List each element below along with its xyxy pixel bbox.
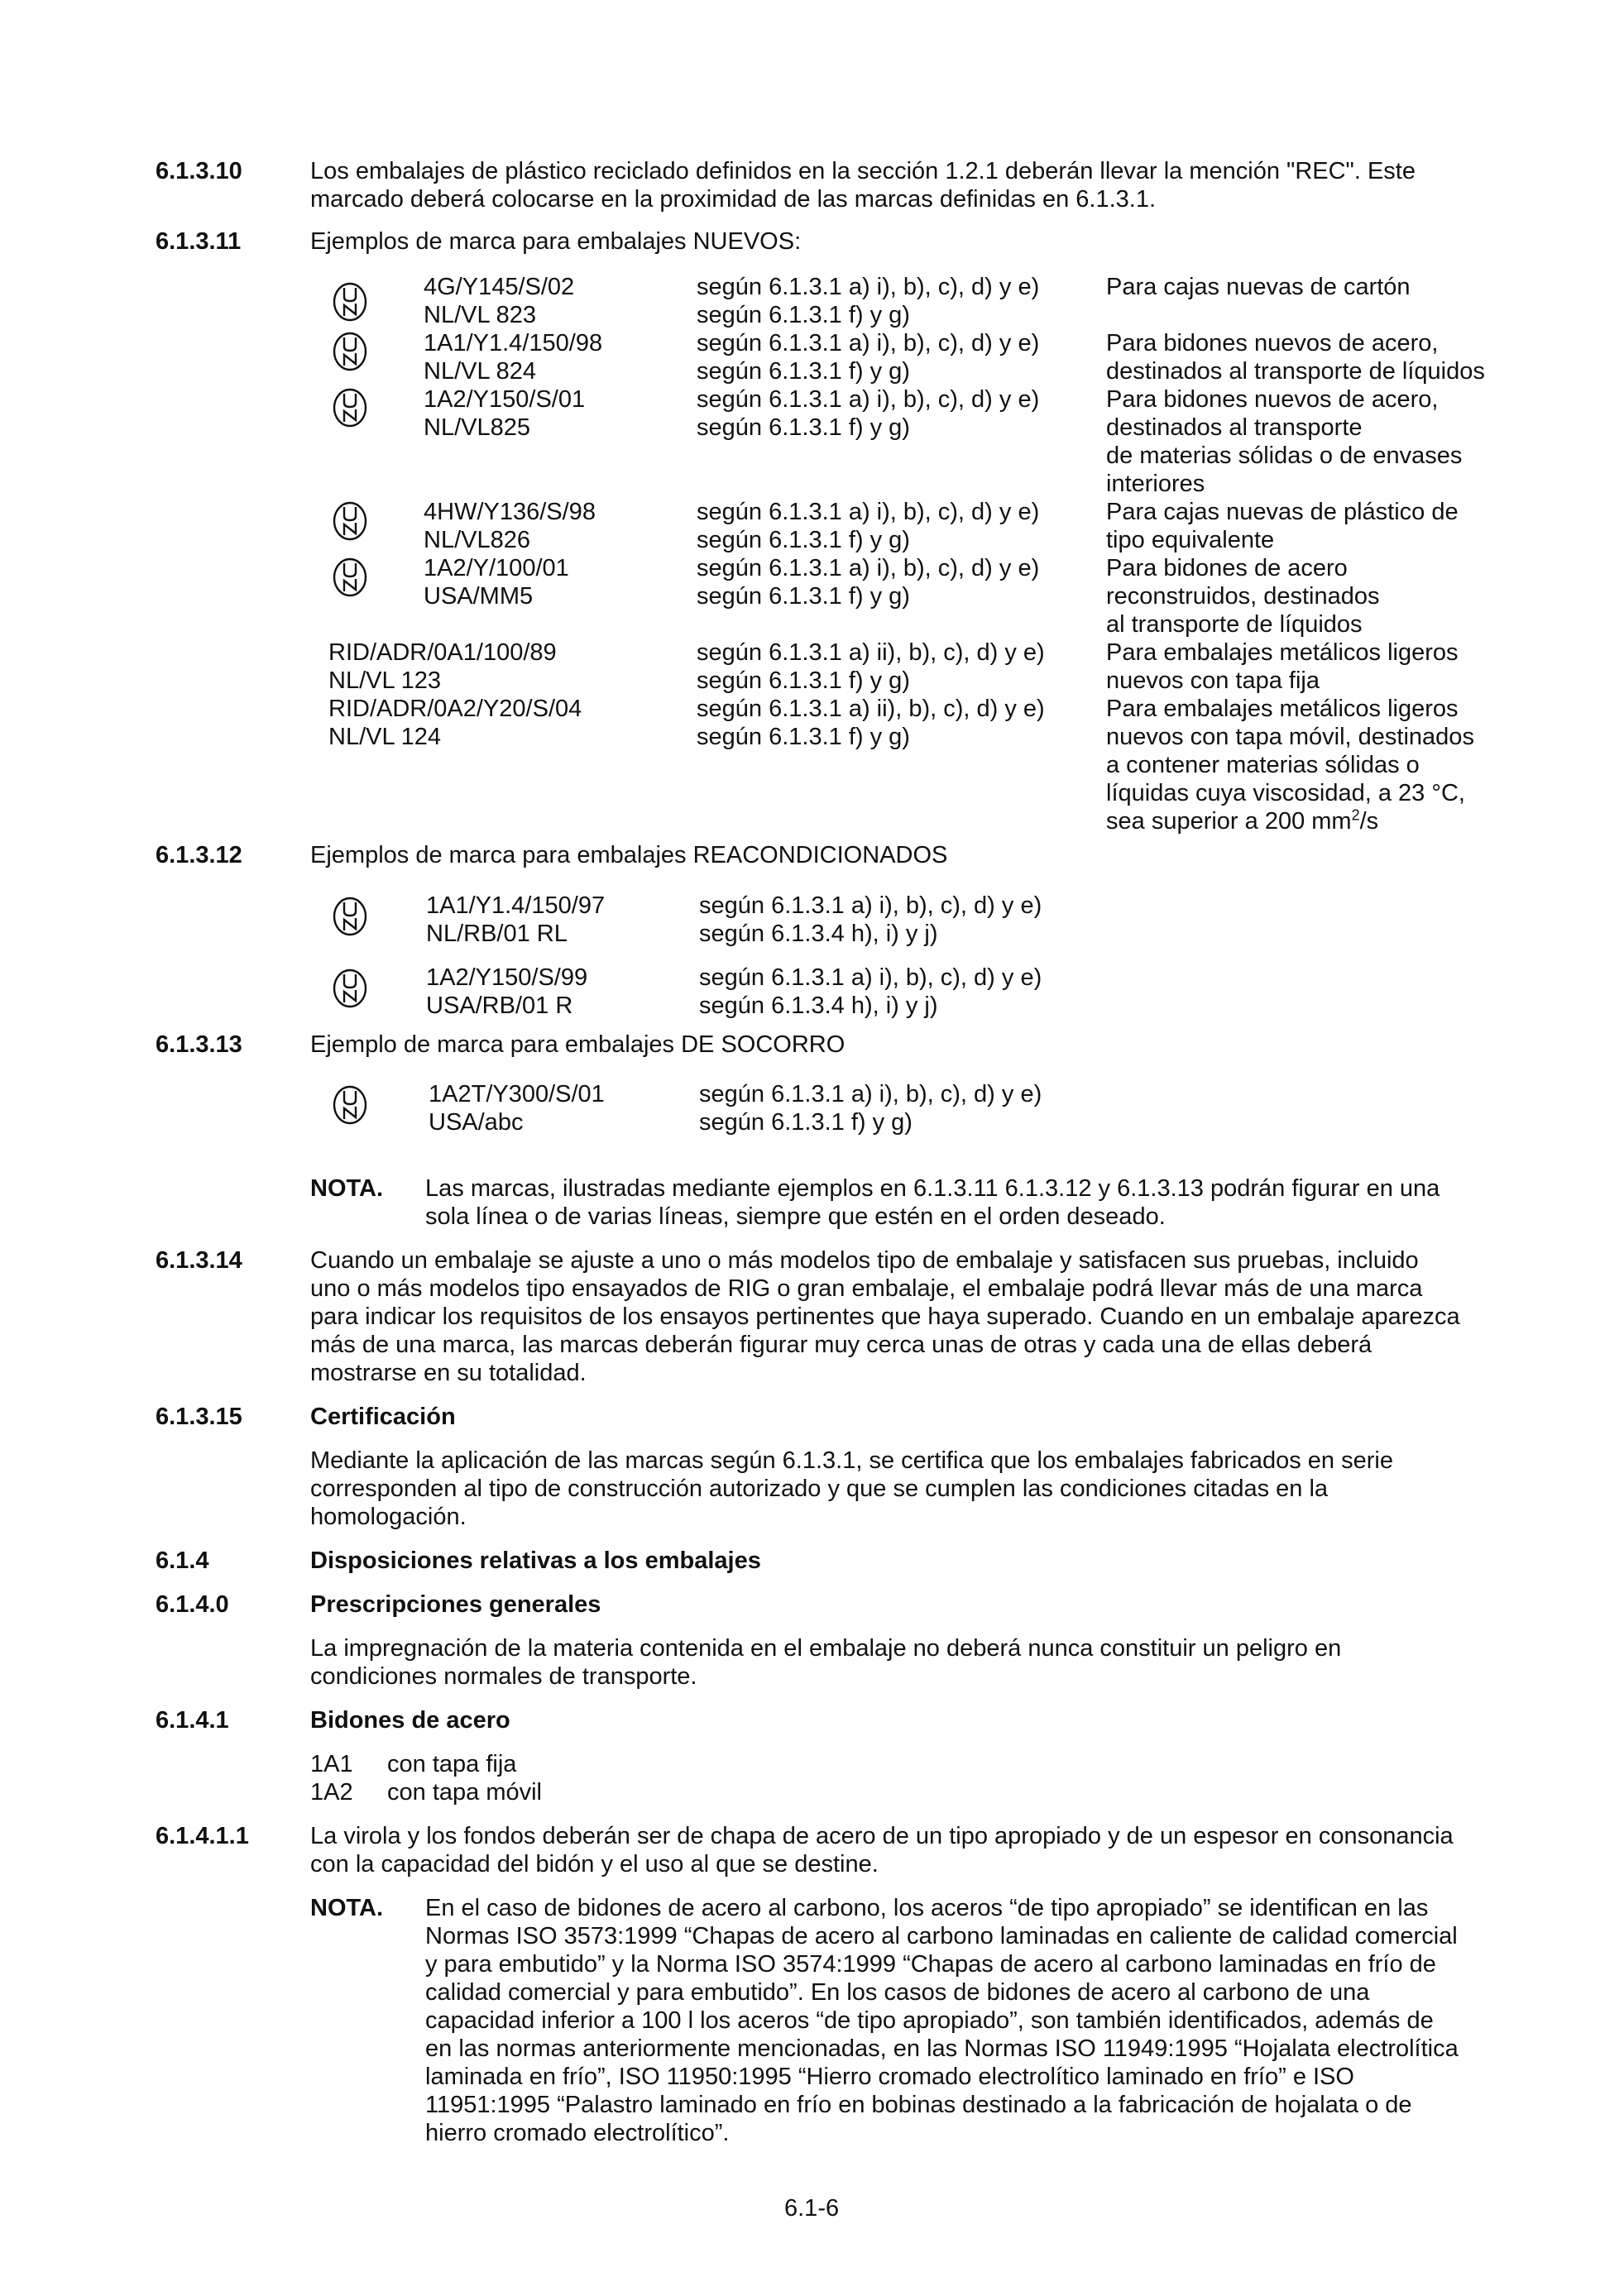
- mark-description: Para bidones nuevos de acero,: [1106, 386, 1439, 413]
- section-title: Ejemplo de marca para embalajes DE SOCORRO: [310, 1031, 846, 1058]
- page-number: 6.1-6: [784, 2195, 840, 2222]
- mark-code: NL/RB/01 RL: [426, 921, 568, 947]
- un-packaging-symbol-icon: [332, 281, 368, 323]
- section-title: Certificación: [310, 1404, 456, 1430]
- section-number: 6.1.3.11: [156, 228, 242, 255]
- note-label: NOTA.: [310, 1895, 384, 1921]
- mark-description: al transporte de líquidos: [1106, 611, 1363, 638]
- note-line: calidad comercial y para embutido”. En los casos de bidones de acero al carbono de una: [425, 1979, 1370, 2006]
- mark-code: 1A2/Y/100/01: [424, 555, 569, 581]
- un-packaging-symbol-icon: [332, 968, 368, 1009]
- mark-reference: según 6.1.3.1 a) i), b), c), d) y e): [699, 892, 1042, 919]
- mark-reference: según 6.1.3.1 f) y g): [697, 302, 910, 328]
- mark-code: NL/VL 824: [424, 358, 536, 385]
- mark-code: 1A2/Y150/S/01: [424, 386, 586, 413]
- mark-code: NL/VL 123: [328, 667, 441, 694]
- un-packaging-symbol-icon: [332, 387, 368, 428]
- section-title: Ejemplos de marca para embalajes NUEVOS:: [310, 228, 802, 255]
- type-code: 1A2: [310, 1779, 353, 1806]
- mark-description-unit: /s: [1359, 808, 1379, 835]
- note-line: hierro cromado electrolítico”.: [425, 2120, 730, 2146]
- paragraph-line: mostrarse en su totalidad.: [310, 1360, 587, 1386]
- un-packaging-symbol-icon: [332, 896, 368, 937]
- superscript: 2: [1351, 806, 1360, 824]
- mark-code: 4G/Y145/S/02: [424, 274, 575, 300]
- mark-code: NL/VL 823: [424, 302, 536, 328]
- mark-code: NL/VL826: [424, 527, 530, 553]
- mark-reference: según 6.1.3.1 a) ii), b), c), d) y e): [697, 639, 1045, 666]
- paragraph-line: con la capacidad del bidón y el uso al que se destine.: [310, 1851, 879, 1877]
- mark-description: Para cajas nuevas de cartón: [1106, 274, 1411, 300]
- mark-code: NL/VL825: [424, 414, 530, 441]
- note-line: sola línea o de varias líneas, siempre que estén en el orden deseado.: [425, 1203, 1166, 1230]
- mark-description: Para embalajes metálicos ligeros: [1106, 639, 1459, 666]
- section-number: 6.1.4: [156, 1547, 209, 1574]
- mark-code: RID/ADR/0A1/100/89: [328, 639, 557, 666]
- section-number: 6.1.3.13: [156, 1031, 242, 1058]
- paragraph-line: Los embalajes de plástico reciclado definidos en la sección 1.2.1 deberán llevar la mención "REC". Este: [310, 158, 1416, 184]
- note-line: Las marcas, ilustradas mediante ejemplos en 6.1.3.11 6.1.3.12 y 6.1.3.13 podrán figurar en una: [425, 1175, 1440, 1202]
- section-number: 6.1.3.14: [156, 1247, 242, 1274]
- paragraph-line: para indicar los requisitos de los ensayos pertinentes que haya superado. Cuando en un embalaje aparezca: [310, 1303, 1460, 1330]
- paragraph-line: marcado deberá colocarse en la proximidad de las marcas definidas en 6.1.3.1.: [310, 186, 1157, 213]
- section-number: 6.1.4.1: [156, 1707, 229, 1734]
- mark-code: USA/MM5: [424, 583, 534, 610]
- mark-description: tipo equivalente: [1106, 527, 1275, 553]
- mark-reference: según 6.1.3.1 a) i), b), c), d) y e): [697, 274, 1040, 300]
- paragraph-line: Cuando un embalaje se ajuste a uno o más modelos tipo de embalaje y satisfacen sus pruebas, incluido: [310, 1247, 1419, 1274]
- mark-reference: según 6.1.3.1 f) y g): [697, 583, 910, 610]
- mark-reference: según 6.1.3.1 f) y g): [697, 667, 910, 694]
- type-description: con tapa móvil: [387, 1779, 542, 1806]
- note-line: 11951:1995 “Palastro laminado en frío en bobinas destinado a la fabricación de hojalata o de: [425, 2092, 1412, 2118]
- mark-description-text: sea superior a 200 mm: [1106, 808, 1352, 835]
- mark-description: interiores: [1106, 471, 1205, 497]
- mark-code: USA/RB/01 R: [426, 993, 573, 1019]
- mark-reference: según 6.1.3.1 a) i), b), c), d) y e): [697, 330, 1040, 356]
- section-number: 6.1.3.12: [156, 842, 242, 868]
- mark-reference: según 6.1.3.1 a) i), b), c), d) y e): [697, 386, 1040, 413]
- mark-description: Para bidones nuevos de acero,: [1106, 330, 1439, 356]
- section-number: 6.1.3.10: [156, 158, 242, 184]
- paragraph-line: La impregnación de la materia contenida en el embalaje no deberá nunca constituir un peligro en: [310, 1635, 1342, 1662]
- mark-reference: según 6.1.3.1 f) y g): [699, 1109, 913, 1136]
- mark-code: 1A1/Y1.4/150/98: [424, 330, 603, 356]
- mark-reference: según 6.1.3.1 a) i), b), c), d) y e): [699, 1081, 1042, 1107]
- un-packaging-symbol-icon: [332, 500, 368, 542]
- mark-code: NL/VL 124: [328, 724, 441, 750]
- mark-reference: según 6.1.3.1 f) y g): [697, 414, 910, 441]
- mark-description: nuevos con tapa fija: [1106, 667, 1320, 694]
- section-number: 6.1.4.0: [156, 1591, 229, 1618]
- section-number: 6.1.4.1.1: [156, 1823, 249, 1849]
- mark-description: Para cajas nuevas de plástico de: [1106, 499, 1459, 525]
- section-title: Disposiciones relativas a los embalajes: [310, 1547, 761, 1574]
- mark-description: nuevos con tapa móvil, destinados: [1106, 724, 1474, 750]
- mark-description: de materias sólidas o de envases: [1106, 442, 1463, 469]
- mark-description: reconstruidos, destinados: [1106, 583, 1380, 610]
- mark-reference: según 6.1.3.1 f) y g): [697, 358, 910, 385]
- paragraph-line: condiciones normales de transporte.: [310, 1663, 697, 1690]
- mark-reference: según 6.1.3.1 f) y g): [697, 527, 910, 553]
- mark-reference: según 6.1.3.1 a) i), b), c), d) y e): [697, 555, 1040, 581]
- mark-code: 1A1/Y1.4/150/97: [426, 892, 606, 919]
- type-code: 1A1: [310, 1751, 353, 1777]
- note-line: Normas ISO 3573:1999 “Chapas de acero al carbono laminadas en caliente de calidad comercial: [425, 1923, 1458, 1949]
- note-line: laminada en frío”, ISO 11950:1995 “Hierro cromado electrolítico laminado en frío” e ISO: [425, 2064, 1354, 2090]
- note-line: En el caso de bidones de acero al carbono, los aceros “de tipo apropiado” se identifican en las: [425, 1895, 1429, 1921]
- section-title: Ejemplos de marca para embalajes REACONDICIONADOS: [310, 842, 948, 868]
- mark-code: USA/abc: [429, 1109, 524, 1136]
- section-title: Prescripciones generales: [310, 1591, 601, 1618]
- paragraph-line: La virola y los fondos deberán ser de chapa de acero de un tipo apropiado y de un espesor en consonancia: [310, 1823, 1454, 1849]
- un-packaging-symbol-icon: [332, 557, 368, 598]
- mark-description: Para embalajes metálicos ligeros: [1106, 696, 1459, 722]
- paragraph-line: corresponden al tipo de construcción autorizado y que se cumplen las condiciones citadas en la: [310, 1476, 1329, 1502]
- note-line: y para embutido” y la Norma ISO 3574:1999 “Chapas de acero al carbono laminadas en frío de: [425, 1951, 1436, 1978]
- mark-description: a contener materias sólidas o: [1106, 752, 1420, 778]
- paragraph-line: homologación.: [310, 1504, 467, 1530]
- mark-code: RID/ADR/0A2/Y20/S/04: [328, 696, 582, 722]
- mark-reference: según 6.1.3.1 f) y g): [697, 724, 910, 750]
- mark-description: [1106, 807, 1378, 835]
- paragraph-line: uno o más modelos tipo ensayados de RIG o gran embalaje, el embalaje podrá llevar más de una marca: [310, 1275, 1423, 1302]
- paragraph-line: más de una marca, las marcas deberán figurar muy cerca unas de otras y cada una de ellas deberá: [310, 1332, 1372, 1358]
- mark-description: destinados al transporte: [1106, 414, 1363, 441]
- mark-reference: según 6.1.3.4 h), i) y j): [699, 921, 938, 947]
- mark-description: Para bidones de acero: [1106, 555, 1348, 581]
- mark-reference: según 6.1.3.1 a) ii), b), c), d) y e): [697, 696, 1045, 722]
- mark-reference: según 6.1.3.4 h), i) y j): [699, 993, 938, 1019]
- un-packaging-symbol-icon: [332, 331, 368, 372]
- mark-code: 1A2T/Y300/S/01: [429, 1081, 605, 1107]
- section-number: 6.1.3.15: [156, 1404, 242, 1430]
- mark-description: líquidas cuya viscosidad, a 23 °C,: [1106, 780, 1465, 806]
- un-packaging-symbol-icon: [332, 1084, 368, 1126]
- section-title: Bidones de acero: [310, 1707, 510, 1734]
- mark-reference: según 6.1.3.1 a) i), b), c), d) y e): [697, 499, 1040, 525]
- paragraph-line: Mediante la aplicación de las marcas según 6.1.3.1, se certifica que los embalajes fabricados en serie: [310, 1447, 1393, 1474]
- note-line: capacidad inferior a 100 l los aceros “de tipo apropiado”, son también identificados, además de: [425, 2007, 1434, 2034]
- mark-description: destinados al transporte de líquidos: [1106, 358, 1485, 385]
- note-line: en las normas anteriormente mencionadas, en las Normas ISO 11949:1995 “Hojalata electrolítica: [425, 2035, 1459, 2062]
- note-label: NOTA.: [310, 1175, 384, 1202]
- type-description: con tapa fija: [387, 1751, 517, 1777]
- mark-code: 1A2/Y150/S/99: [426, 964, 588, 991]
- mark-code: 4HW/Y136/S/98: [424, 499, 596, 525]
- mark-reference: según 6.1.3.1 a) i), b), c), d) y e): [699, 964, 1042, 991]
